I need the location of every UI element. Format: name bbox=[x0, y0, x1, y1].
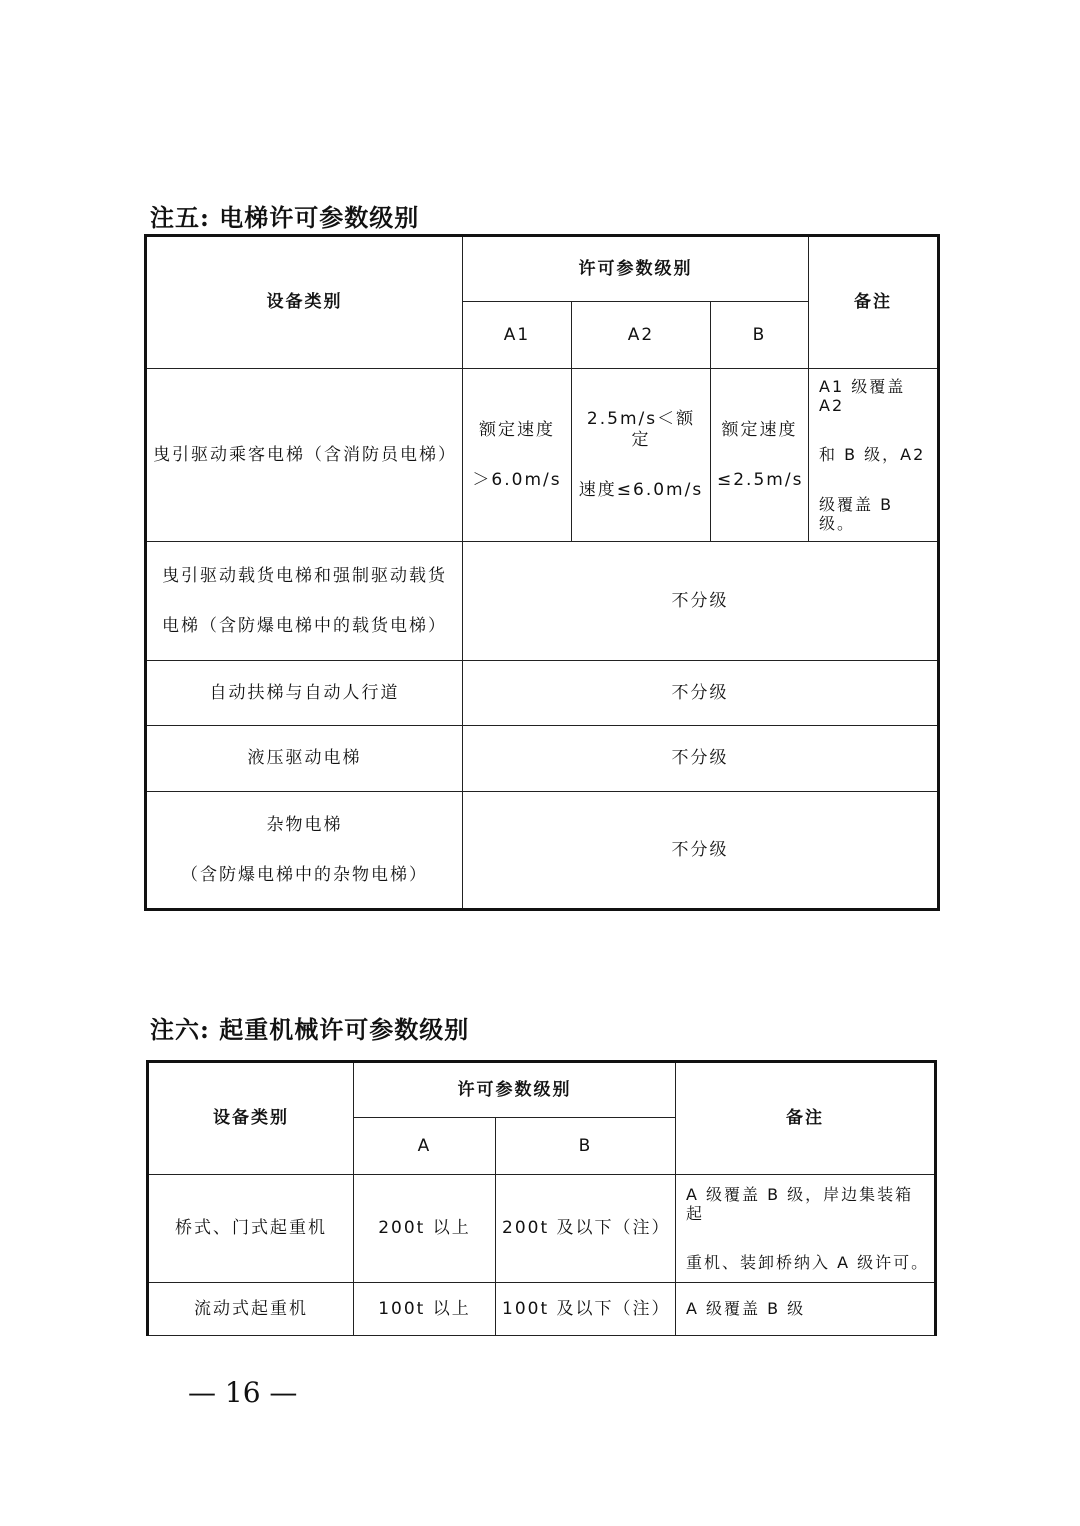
row-value: 不分级 bbox=[463, 542, 939, 661]
header-b: B bbox=[711, 302, 809, 369]
elevator-permit-table bbox=[144, 234, 940, 911]
note5-title: 注五: 电梯许可参数级别 bbox=[150, 203, 420, 232]
cell-line: ≤2.5m/s bbox=[717, 470, 804, 490]
header-a1: A1 bbox=[463, 302, 572, 369]
row-b: 100t 及以下（注） bbox=[496, 1283, 676, 1336]
cell-line: A1 级覆盖 A2 bbox=[819, 377, 906, 416]
row-b: 200t 及以下（注） bbox=[496, 1175, 676, 1283]
row-value: 不分级 bbox=[463, 726, 939, 792]
cell-line: 级覆盖 B 级。 bbox=[819, 494, 894, 533]
note6-title: 注六: 起重机械许可参数级别 bbox=[150, 1015, 470, 1044]
row-value: 不分级 bbox=[463, 661, 939, 726]
cell-line: （含防爆电梯中的杂物电梯） bbox=[181, 865, 428, 885]
cell-line: A 级覆盖 B 级，岸边集装箱起 bbox=[686, 1184, 914, 1223]
header-category: 设备类别 bbox=[146, 236, 463, 369]
cell-line: 电梯（含防爆电梯中的载货电梯） bbox=[162, 616, 447, 636]
table-row bbox=[146, 661, 939, 726]
row-category: 桥式、门式起重机 bbox=[148, 1175, 354, 1283]
header-category: 设备类别 bbox=[148, 1062, 354, 1175]
table-row bbox=[146, 726, 939, 792]
row-remark bbox=[809, 369, 939, 542]
header-a2: A2 bbox=[572, 302, 711, 369]
row-category: 曳引驱动乘客电梯（含消防员电梯） bbox=[146, 369, 463, 542]
row-a2 bbox=[572, 369, 711, 542]
table-row bbox=[148, 1175, 936, 1283]
row-category bbox=[146, 792, 463, 910]
row-category bbox=[146, 542, 463, 661]
crane-permit-table bbox=[146, 1060, 937, 1336]
table-row bbox=[146, 369, 939, 542]
cell-line: ＞6.0m/s bbox=[472, 470, 562, 490]
header-param-level: 许可参数级别 bbox=[354, 1062, 676, 1118]
row-category: 自动扶梯与自动人行道 bbox=[146, 661, 463, 726]
cell-line: 额定速度 bbox=[479, 419, 555, 440]
row-a1 bbox=[463, 369, 572, 542]
row-value: 不分级 bbox=[463, 792, 939, 910]
row-remark bbox=[676, 1283, 936, 1336]
row-a: 100t 以上 bbox=[354, 1283, 496, 1336]
header-remark: 备注 bbox=[809, 236, 939, 369]
cell-line: 2.5m/s＜额定 bbox=[586, 409, 696, 450]
header-remark: 备注 bbox=[676, 1062, 936, 1175]
cell-line: 曳引驱动载货电梯和强制驱动载货 bbox=[162, 565, 447, 586]
cell-line: 和 B 级，A2 bbox=[819, 445, 926, 465]
header-param-level: 许可参数级别 bbox=[463, 236, 809, 302]
row-category: 液压驱动电梯 bbox=[146, 726, 463, 792]
row-b bbox=[711, 369, 809, 542]
header-a: A bbox=[354, 1118, 496, 1175]
table-row bbox=[146, 542, 939, 661]
cell-line: 杂物电梯 bbox=[266, 814, 343, 835]
cell-line: 速度≤6.0m/s bbox=[578, 480, 704, 501]
header-b: B bbox=[496, 1118, 676, 1175]
cell-line: A 级覆盖 B 级 bbox=[686, 1299, 806, 1319]
cell-line: 额定速度 bbox=[721, 419, 798, 440]
table-row bbox=[148, 1283, 936, 1336]
cell-line: 重机、装卸桥纳入 A 级许可。 bbox=[686, 1253, 930, 1273]
row-a: 200t 以上 bbox=[354, 1175, 496, 1283]
page-number: — 16 — bbox=[188, 1376, 298, 1409]
table-row bbox=[146, 792, 939, 910]
row-remark bbox=[676, 1175, 936, 1283]
row-category: 流动式起重机 bbox=[148, 1283, 354, 1336]
